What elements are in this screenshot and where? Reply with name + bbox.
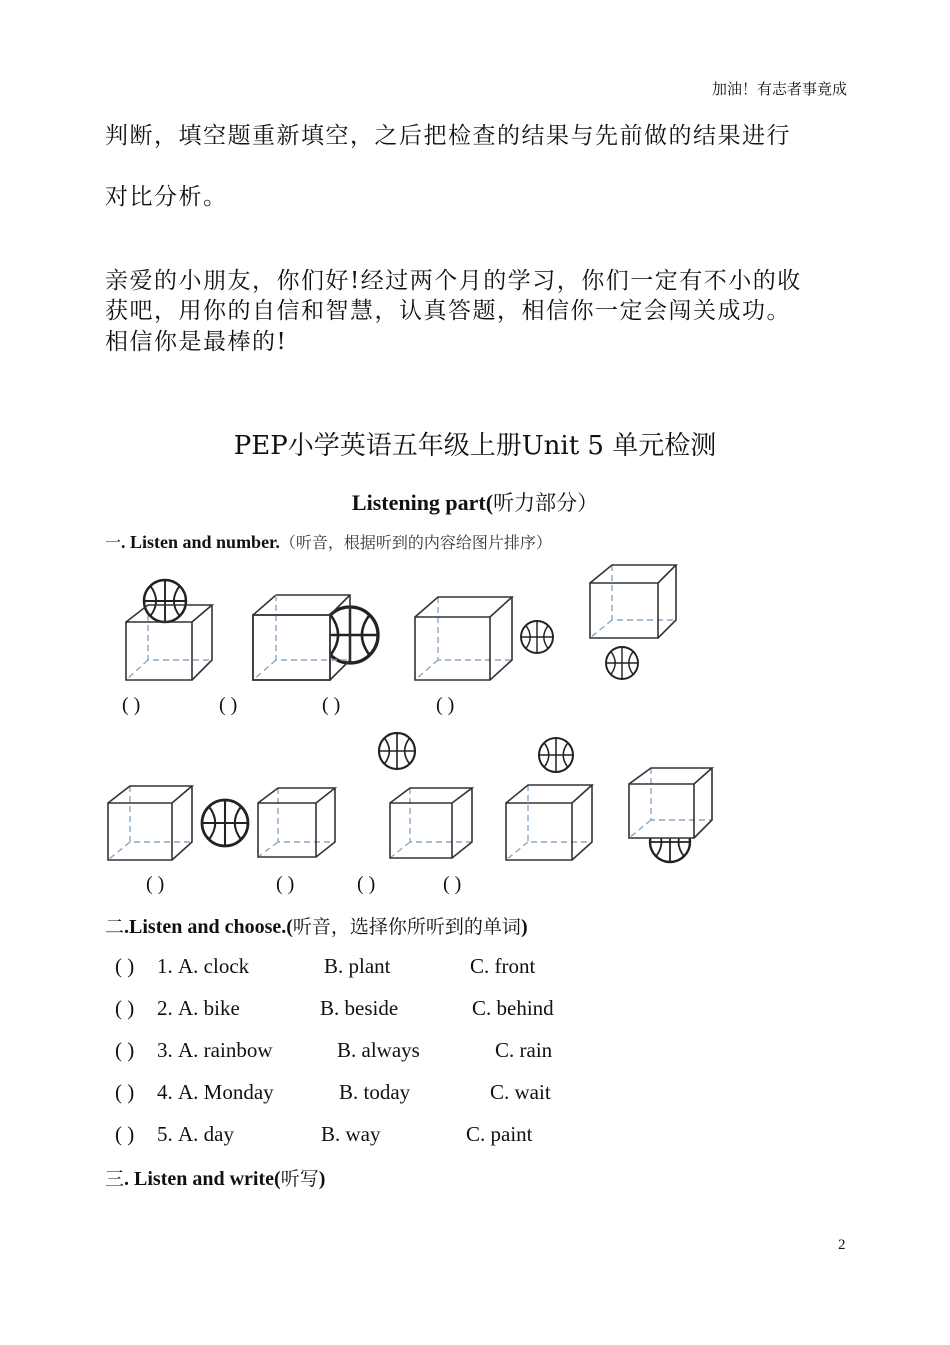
picture-ball-on-box — [126, 580, 212, 680]
subtitle-en: Listening part( — [351, 490, 494, 515]
option-a: A. Monday — [178, 1080, 274, 1104]
option-b: B. today — [339, 1080, 411, 1104]
section-3-num: 三 — [105, 1168, 125, 1190]
subtitle-cn: 听力部分） — [493, 491, 599, 515]
answer-blank[interactable]: ( ) — [115, 1122, 135, 1146]
section-2-label: .Listen and choose.( — [124, 916, 293, 938]
section-3-close: ) — [318, 1168, 326, 1190]
answer-blank[interactable]: ( ) — [322, 694, 341, 716]
question-number: 1. — [157, 954, 173, 978]
section-1-num: 一 — [105, 533, 122, 552]
picture-ball-beside-box-2 — [108, 786, 248, 860]
answer-blank[interactable]: ( ) — [146, 873, 165, 895]
intro-line-2: 对比分析。 — [105, 184, 228, 210]
section-3-cn: 听写 — [280, 1168, 319, 1190]
answer-blank[interactable]: ( ) — [219, 694, 238, 716]
answer-blank[interactable]: ( ) — [443, 873, 462, 895]
question-row — [115, 1080, 715, 1108]
section-2-close: ) — [520, 916, 528, 938]
picture-ball-over-box — [506, 738, 592, 860]
picture-ball-under-box-2 — [629, 768, 712, 862]
header-motto: 加油！有志者事竟成 — [711, 80, 847, 98]
question-number: 2. — [157, 996, 173, 1020]
answer-blank[interactable]: ( ) — [276, 873, 295, 895]
picture-ball-above-box — [379, 733, 472, 858]
picture-empty-box — [258, 788, 335, 857]
option-c: C. wait — [490, 1080, 551, 1104]
answer-blank[interactable]: ( ) — [115, 954, 135, 978]
section-2-num: 二 — [105, 916, 125, 938]
question-row — [115, 1038, 715, 1066]
option-c: C. paint — [466, 1122, 533, 1146]
question-number: 3. — [157, 1038, 173, 1062]
answer-blank[interactable]: ( ) — [115, 1038, 135, 1062]
picture-ball-beside-box — [415, 597, 553, 680]
question-number: 4. — [157, 1080, 173, 1104]
option-a: A. rainbow — [178, 1038, 273, 1062]
answer-blank[interactable]: ( ) — [115, 996, 135, 1020]
picture-ball-under-box — [590, 565, 676, 679]
section-1-cn: （听音，根据听到的内容给图片排序） — [279, 533, 552, 552]
section-3-heading — [105, 1164, 325, 1191]
greeting-line-2: 获吧，用你的自信和智慧，认真答题，相信你一定会闯关成功。 — [105, 298, 791, 324]
section-3-label: . Listen and write( — [124, 1168, 281, 1190]
page-title: PEP小学英语五年级上册Unit 5 单元检测 — [233, 431, 717, 461]
option-c: C. behind — [472, 996, 554, 1020]
question-row — [115, 1122, 715, 1150]
option-a: A. clock — [178, 954, 250, 978]
answer-blank[interactable]: ( ) — [436, 694, 455, 716]
option-a: A. bike — [178, 996, 240, 1020]
question-row — [115, 996, 715, 1024]
page-number: 2 — [838, 1237, 846, 1253]
question-number: 5. — [157, 1122, 173, 1146]
option-b: B. plant — [324, 954, 391, 978]
intro-line-1: 判断，填空题重新填空，之后把检查的结果与先前做的结果进行 — [105, 123, 791, 149]
greeting-line-1: 亲爱的小朋友，你们好!经过两个月的学习，你们一定有不小的收 — [105, 268, 802, 294]
option-b: B. way — [321, 1122, 381, 1146]
section-2-cn: 听音，选择你所听到的单词 — [292, 916, 521, 938]
section-2-heading — [105, 912, 528, 939]
answer-blank[interactable]: ( ) — [115, 1080, 135, 1104]
section-1-label: . Listen and number. — [121, 532, 280, 552]
option-a: A. day — [178, 1122, 234, 1146]
option-b: B. always — [337, 1038, 420, 1062]
option-b: B. beside — [320, 996, 399, 1020]
option-c: C. front — [470, 954, 536, 978]
greeting-line-3: 相信你是最棒的! — [105, 329, 288, 355]
option-c: C. rain — [495, 1038, 553, 1062]
question-row — [115, 954, 715, 982]
picture-ball-behind-box — [253, 595, 378, 680]
answer-blank[interactable]: ( ) — [357, 873, 376, 895]
answer-blank[interactable]: ( ) — [122, 694, 141, 716]
